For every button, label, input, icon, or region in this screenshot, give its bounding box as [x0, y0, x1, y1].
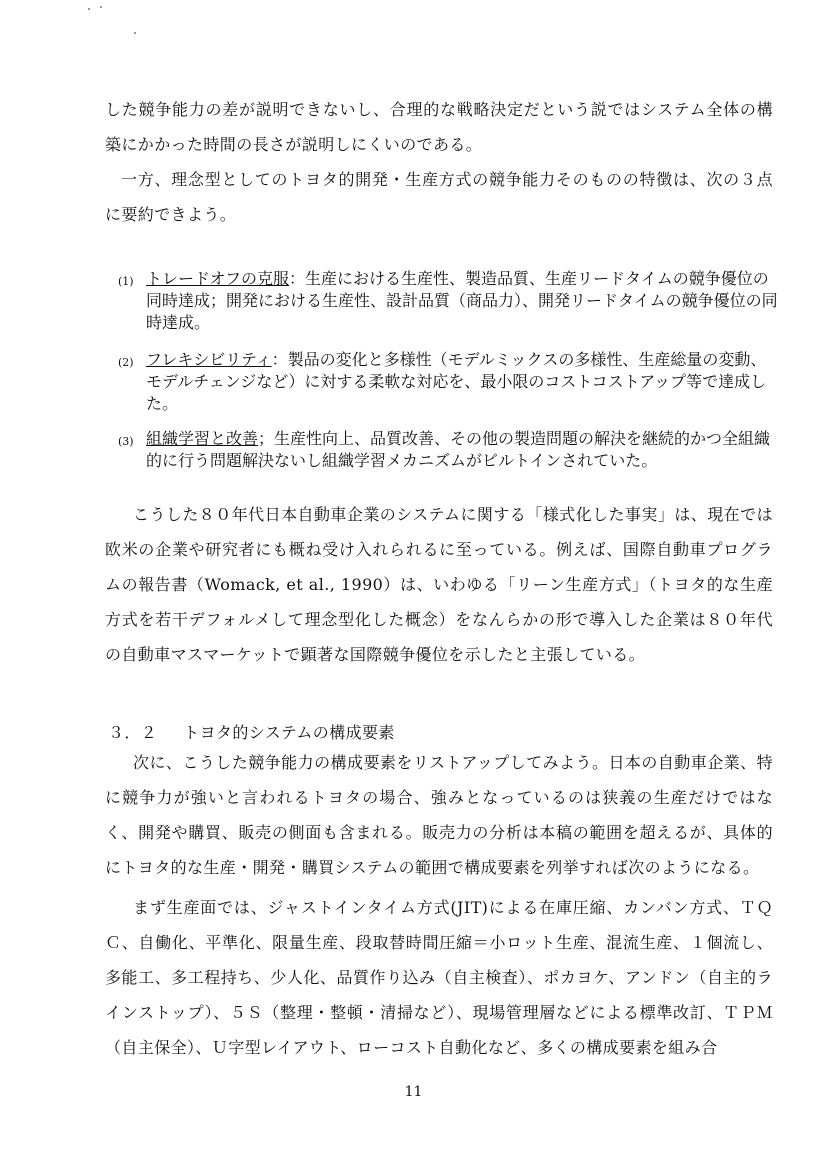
- list-number: (3): [118, 435, 134, 448]
- section-title: トヨタ的システムの構成要素: [183, 723, 395, 742]
- list-number: (2): [118, 356, 134, 369]
- section-heading: [108, 720, 395, 743]
- paragraph-2: 一方、理念型としてのトヨタ的開発・生産方式の競争能力そのものの特徴は、次の３点に要約できよう。: [105, 170, 773, 224]
- list-term: フレキシビリティ: [146, 350, 272, 369]
- list-item-3: [118, 428, 778, 472]
- list-text: ：生産における生産性、製造品質、生産リードタイムの競争優位の同時達成；開発における生産性、設計品質（商品力）、開発リードタイムの競争優位の同時達成。: [146, 269, 778, 332]
- list-item-2: [118, 349, 778, 415]
- paragraph-4: 次に、こうした競争能力の構成要素をリストアップしてみよう。日本の自動車企業、特に競争力が強いと言われるトヨタの場合、強みとなっているのは狭義の生産だけではなく、開発や購買、販売の側面も含まれる。販売力の分析は本稿の範囲を超えるが、具体的にトヨタ的な生産・開発・購買システムの範囲で構成要素を列挙すれば次のようになる。: [105, 753, 773, 877]
- list-text: ；生産性向上、品質改善、その他の製造問題の解決を継続的かつ全組織的に行う問題解決ないし組織学習メカニズムがビルトインされていた。: [146, 429, 771, 470]
- paragraph-1: した競争能力の差が説明できないし、合理的な戦略決定だという説ではシステム全体の構築にかかった時間の長さが説明しにくいのである。: [105, 100, 773, 154]
- paragraph-3: こうした８０年代日本自動車企業のシステムに関する「様式化した事実」は、現在では欧米の企業や研究者にも概ね受け入れられるに至っている。例えば、国際自動車プログラムの報告書（Womack, et al., 1990）は、いわゆる「リーン生産方式」（トヨタ的な生産方式を若干デフォルメして理念型化した概念）をなんらかの形で導入した企業は８０年代の自動車マスマーケットで顕著な国際競争優位を示したと主張している。: [105, 505, 773, 664]
- page-number: 11: [404, 1084, 423, 1100]
- scan-speck: [100, 6, 102, 8]
- list-term: トレードオフの克服: [146, 269, 290, 288]
- section-number: ３．２: [108, 723, 158, 742]
- list-number: (1): [118, 275, 134, 288]
- list-item-1: [118, 268, 778, 334]
- list-text: ：製品の変化と多様性（モデルミックスの多様性、生産総量の変動、モデルチェンジなど）に対する柔軟な対応を、最小限のコストコストアップ等で達成した。: [146, 350, 767, 413]
- paragraph-5: まず生産面では、ジャストインタイム方式(JIT)による在庫圧縮、カンバン方式、ＴＱＣ、自働化、平準化、限量生産、段取替時間圧縮＝小ロット生産、混流生産、１個流し、多能工、多工程持ち、少人化、品質作り込み（自主検査）、ポカヨケ、アンドン（自主的ラインストップ）、５Ｓ（整理・整頓・清掃など）、現場管理層などによる標準改訂、ＴＰＭ（自主保全）、Ｕ字型レイアウト、ローコスト自動化など、多くの構成要素を組み合: [105, 898, 773, 1057]
- scan-speck: [134, 32, 136, 34]
- list-term: 組織学習と改善: [146, 429, 259, 448]
- scan-speck: [88, 8, 90, 10]
